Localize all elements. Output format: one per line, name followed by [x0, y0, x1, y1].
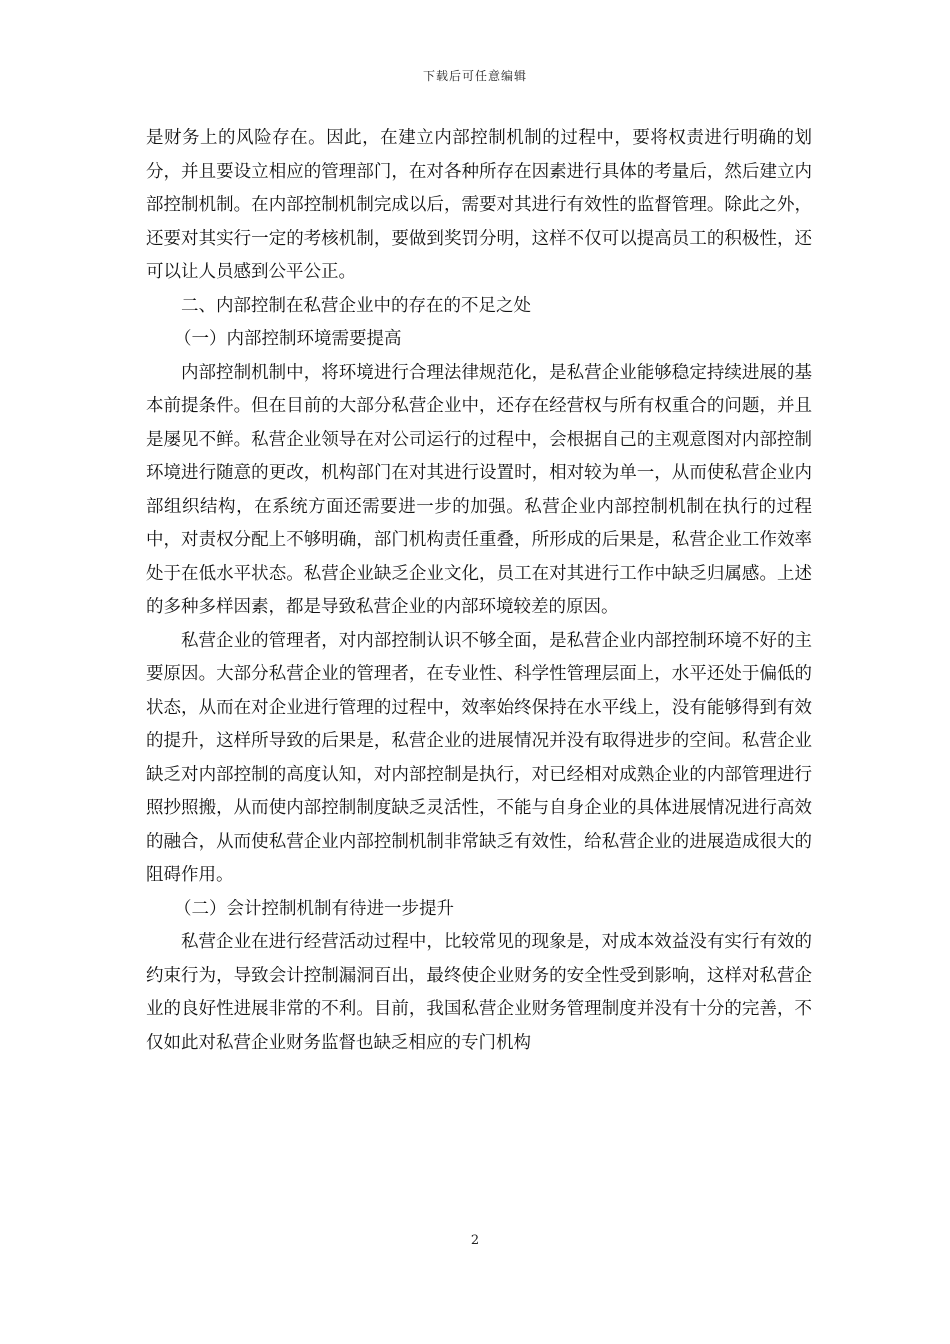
paragraph-1: 内部控制机制中，将环境进行合理法律规范化，是私营企业能够稳定持续进展的基本前提条件。但在目前的大部分私营企业中，还存在经营权与所有权重合的问题，并且是屡见不鲜。私营企业领导在对公司运行的过程中，会根据自己的主观意图对内部控制环境进行随意的更改，机构部门在对其进行设置时，相对较为单一，从而使私营企业内部组织结构，在系统方面还需要进一步的加强。私营企业内部控制机制在执行的过程中，对责权分配上不够明确，部门机构责任重叠，所形成的后果是，私营企业工作效率处于在低水平状态。私营企业缺乏企业文化，员工在对其进行工作中缺乏归属感。上述的多种多样因素，都是导致私营企业的内部环境较差的原因。	[146, 362, 812, 617]
page-header: 下载后可任意编辑	[422, 69, 527, 83]
paragraph-2: 私营企业的管理者，对内部控制认识不够全面，是私营企业内部控制环境不好的主要原因。大部分私营企业的管理者，在专业性、科学性管理层面上，水平还处于偏低的状态，从而在对企业进行管理的过程中，效率始终保持在水平线上，没有能够得到有效的提升，这样所导致的后果是，私营企业的进展情况并没有取得进步的空间。私营企业缺乏对内部控制的高度认知，对内部控制是执行，对已经相对成熟企业的内部管理进行照抄照搬，从而使内部控制制度缺乏灵活性，不能与自身企业的具体进展情况进行高效的融合，从而使私营企业内部控制机制非常缺乏有效性，给私营企业的进展造成很大的阻碍作用。	[146, 630, 812, 885]
paragraph-3: 私营企业在进行经营活动过程中，比较常见的现象是，对成本效益没有实行有效的约束行为，导致会计控制漏洞百出，最终使企业财务的安全性受到影响，这样对私营企业的良好性进展非常的不利。目前，我国私营企业财务管理制度并没有十分的完善，不仅如此对私营企业财务监督也缺乏相应的专门机构	[146, 932, 812, 1053]
document-body	[146, 122, 812, 1060]
subsection-heading-1: （一）内部控制环境需要提高	[174, 329, 402, 349]
paragraph-continuation: 是财务上的风险存在。因此，在建立内部控制机制的过程中，要将权责进行明确的划分，并且要设立相应的管理部门，在对各种所存在因素进行具体的考量后，然后建立内部控制机制。在内部控制机制完成以后，需要对其进行有效性的监督管理。除此之外，还要对其实行一定的考核机制，要做到奖罚分明，这样不仅可以提高员工的积极性，还可以让人员感到公平公正。	[146, 128, 812, 282]
section-heading: 二、内部控制在私营企业中的存在的不足之处	[181, 295, 531, 316]
subsection-heading-2: （二）会计控制机制有待进一步提升	[174, 898, 454, 919]
page-number: 2	[470, 1233, 480, 1248]
